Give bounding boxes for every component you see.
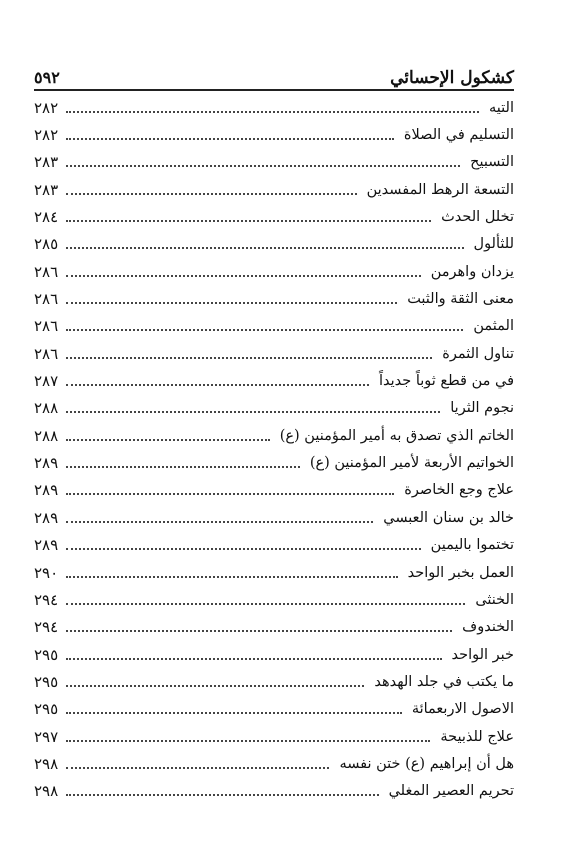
dot-leader [66, 165, 460, 167]
entry-page: ٢٩٤ [34, 590, 59, 609]
dot-leader [66, 111, 479, 113]
dot-leader [66, 712, 402, 714]
entry-page: ٢٨٦ [34, 262, 59, 281]
header-rule [34, 89, 514, 91]
table-of-contents [34, 94, 514, 805]
dot-leader [66, 630, 452, 632]
entry-page: ٢٩٥ [34, 645, 59, 664]
entry-title: التيه [489, 99, 514, 116]
entry-title: الخواتيم الأربعة لأمير المؤمنين (ع) [309, 455, 514, 472]
entry-title: تختموا باليمين [430, 537, 514, 554]
entry-title: تحريم العصير المغلي [388, 783, 514, 800]
entry-page: ٢٨٨ [34, 426, 59, 445]
page-header [34, 52, 514, 92]
entry-title: ما يكتب في جلد الهدهد [374, 673, 514, 690]
toc-entry [34, 641, 514, 668]
toc-entry [34, 723, 514, 750]
toc-entry [34, 149, 514, 176]
entry-page: ٢٩٤ [34, 618, 59, 637]
toc-entry [34, 614, 514, 641]
entry-page: ٢٨٨ [34, 399, 59, 418]
entry-title: تخلل الحدث [441, 209, 514, 226]
toc-entry [34, 504, 514, 531]
entry-title: العمل بخبر الواحد [407, 564, 514, 581]
toc-entry [34, 231, 514, 258]
dot-leader [66, 302, 397, 304]
entry-page: ٢٨٩ [34, 454, 59, 473]
entry-title: معنى الثقة والثبت [407, 291, 514, 308]
dot-leader [66, 329, 463, 331]
entry-page: ٢٨٩ [34, 481, 59, 500]
running-title: كشكول الإحسائي [390, 68, 514, 88]
toc-entry [34, 285, 514, 312]
entry-page: ٢٨٣ [34, 153, 59, 172]
toc-entry [34, 696, 514, 723]
entry-page: ٢٨٣ [34, 180, 59, 199]
dot-leader [66, 521, 373, 523]
entry-page: ٢٩٥ [34, 672, 59, 691]
entry-page: ٢٨٦ [34, 344, 59, 363]
entry-page: ٢٨٢ [34, 98, 59, 117]
dot-leader [66, 740, 430, 742]
toc-entry [34, 778, 514, 805]
dot-leader [66, 685, 364, 687]
entry-title: يزدان واهرمن [430, 263, 514, 280]
dot-leader [66, 658, 442, 660]
toc-entry [34, 94, 514, 121]
entry-title: التسليم في الصلاة [403, 127, 514, 144]
dot-leader [66, 275, 421, 277]
dot-leader [66, 466, 300, 468]
entry-title: التسعة الرهط المفسدين [366, 181, 514, 198]
toc-entry [34, 367, 514, 394]
page-number: ٥٩٢ [34, 68, 60, 87]
dot-leader [66, 384, 369, 386]
dot-leader [66, 439, 270, 441]
entry-page: ٢٩٨ [34, 782, 59, 801]
toc-entry [34, 750, 514, 777]
entry-page: ٢٨٧ [34, 372, 59, 391]
dot-leader [66, 193, 357, 195]
toc-entry [34, 313, 514, 340]
toc-entry [34, 340, 514, 367]
toc-entry [34, 532, 514, 559]
entry-title: الخاتم الذي تصدق به أمير المؤمنين (ع) [279, 427, 514, 444]
entry-page: ٢٨٦ [34, 290, 59, 309]
entry-title: للثألول [473, 236, 514, 253]
entry-title: المثمن [473, 318, 514, 335]
entry-title: التسبيح [470, 154, 514, 171]
entry-title: نجوم الثريا [450, 400, 514, 417]
toc-entry [34, 559, 514, 586]
entry-title: الخنثى [475, 591, 514, 608]
entry-page: ٢٩٠ [34, 563, 59, 582]
entry-title: في من قطع ثوباً جديداً [378, 373, 514, 390]
entry-title: خالد بن سنان العبسي [383, 509, 514, 526]
entry-page: ٢٨٤ [34, 208, 59, 227]
entry-page: ٢٩٨ [34, 754, 59, 773]
toc-entry [34, 449, 514, 476]
toc-entry [34, 422, 514, 449]
entry-page: ٢٨٩ [34, 508, 59, 527]
entry-title: الاصول الاربعمائة [411, 701, 514, 718]
entry-title: تناول الثمرة [442, 345, 514, 362]
entry-page: ٢٨٦ [34, 317, 59, 336]
entry-title: علاج للذبيحة [440, 728, 514, 745]
dot-leader [66, 794, 379, 796]
dot-leader [66, 138, 394, 140]
dot-leader [66, 603, 465, 605]
dot-leader [66, 357, 432, 359]
entry-title: الخندوف [462, 619, 514, 636]
toc-entry [34, 176, 514, 203]
toc-entry [34, 477, 514, 504]
toc-entry [34, 258, 514, 285]
toc-entry [34, 395, 514, 422]
entry-page: ٢٩٧ [34, 727, 59, 746]
dot-leader [66, 493, 394, 495]
dot-leader [66, 767, 329, 769]
toc-entry [34, 203, 514, 230]
dot-leader [66, 576, 398, 578]
entry-title: علاج وجع الخاصرة [404, 482, 514, 499]
dot-leader [66, 411, 440, 413]
dot-leader [66, 220, 431, 222]
entry-title: خبر الواحد [451, 646, 514, 663]
toc-entry [34, 586, 514, 613]
entry-page: ٢٨٩ [34, 536, 59, 555]
toc-entry [34, 668, 514, 695]
toc-entry [34, 121, 514, 148]
entry-page: ٢٨٢ [34, 126, 59, 145]
dot-leader [66, 548, 421, 550]
dot-leader [66, 247, 464, 249]
entry-page: ٢٨٥ [34, 235, 59, 254]
entry-title: هل أن إبراهيم (ع) ختن نفسه [339, 755, 514, 772]
entry-page: ٢٩٥ [34, 700, 59, 719]
